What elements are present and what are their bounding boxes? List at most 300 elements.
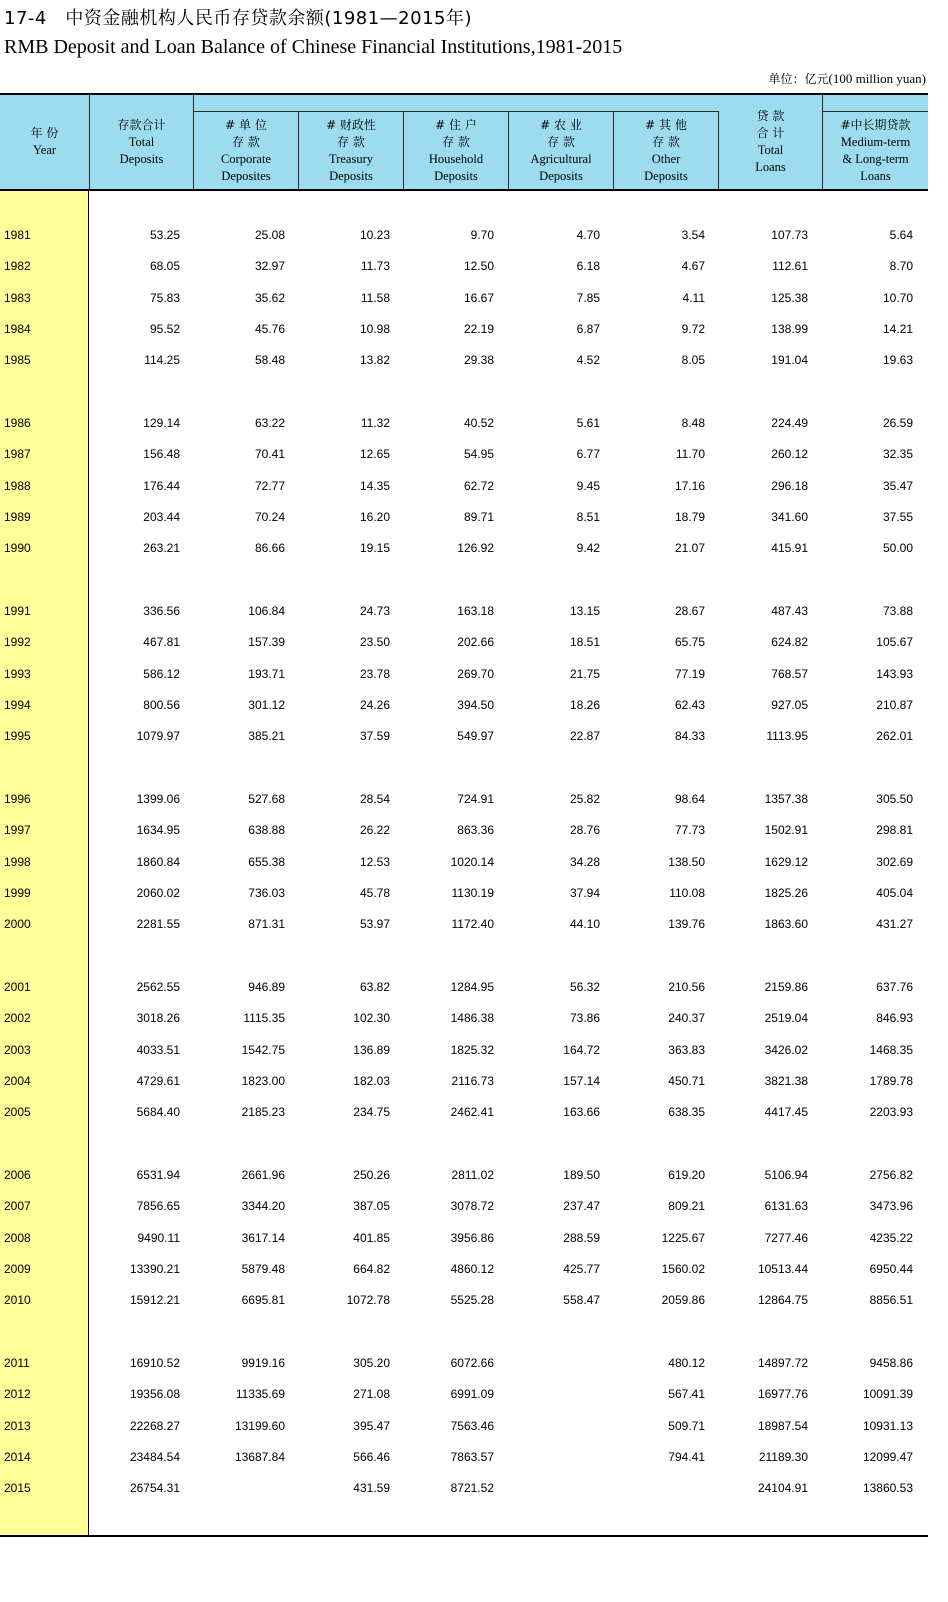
- cell-agricultural-deposits: 4.70: [576, 228, 600, 242]
- cell-corporate-deposits: 3344.20: [241, 1199, 285, 1214]
- cell-total-deposits: 336.56: [143, 604, 180, 618]
- cell-treasury-deposits: 63.82: [359, 980, 390, 994]
- header-treasury-en: Treasury Deposits: [329, 151, 373, 183]
- cell-long-term-loans: 143.93: [876, 666, 913, 681]
- cell-other-deposits: 21.07: [674, 541, 705, 556]
- cell-treasury-deposits: 387.05: [353, 1199, 390, 1214]
- cell-year: 2005: [4, 1105, 31, 1120]
- header-corporate-deposits: [194, 111, 299, 189]
- cell-household-deposits: 22.19: [463, 321, 494, 336]
- cell-household-deposits: 5525.28: [450, 1293, 494, 1308]
- cell-corporate-deposits: 35.62: [254, 290, 285, 305]
- cell-treasury-deposits: 10.23: [359, 228, 390, 242]
- cell-total-loans: 14897.72: [757, 1356, 808, 1370]
- cell-household-deposits: 89.71: [463, 509, 494, 524]
- cell-long-term-loans: 10091.39: [862, 1387, 913, 1402]
- cell-total-loans: 3426.02: [764, 1042, 808, 1057]
- cell-household-deposits: 3078.72: [450, 1199, 494, 1214]
- cell-treasury-deposits: 11.73: [360, 259, 390, 274]
- cell-long-term-loans: 13860.53: [862, 1481, 913, 1496]
- cell-total-deposits: 176.44: [143, 478, 180, 493]
- header-total-loans-cn: 贷 款 合 计: [756, 109, 785, 140]
- header-agricultural-cn: # 农 业 存 款: [540, 117, 582, 149]
- cell-corporate-deposits: 86.66: [254, 541, 285, 556]
- header-treasury-cn: # 财政性 存 款: [326, 117, 376, 149]
- cell-long-term-loans: 3473.96: [869, 1199, 913, 1214]
- cell-treasury-deposits: 53.97: [359, 917, 390, 932]
- cell-total-deposits: 6531.94: [136, 1168, 180, 1182]
- unit-label-en: (100 million yuan): [828, 71, 926, 86]
- cell-treasury-deposits: 16.20: [359, 509, 390, 524]
- table-row: [0, 1419, 928, 1439]
- cell-total-deposits: 2060.02: [136, 885, 180, 900]
- cell-year: 1982: [4, 259, 31, 274]
- cell-year: 2003: [4, 1042, 31, 1057]
- cell-household-deposits: 394.50: [457, 697, 494, 712]
- header-corporate-cn: # 单 位 存 款: [225, 117, 267, 149]
- cell-long-term-loans: 50.00: [882, 541, 913, 556]
- cell-total-deposits: 1399.06: [136, 792, 180, 806]
- cell-year: 2007: [4, 1199, 31, 1214]
- cell-other-deposits: 65.75: [674, 635, 705, 650]
- cell-household-deposits: 126.92: [457, 541, 494, 556]
- cell-other-deposits: 139.76: [668, 917, 705, 932]
- cell-corporate-deposits: 1115.35: [243, 1011, 285, 1026]
- cell-year: 2008: [4, 1230, 31, 1245]
- cell-corporate-deposits: 25.08: [254, 228, 285, 242]
- cell-year: 1985: [4, 353, 31, 368]
- cell-long-term-loans: 26.59: [882, 416, 913, 430]
- cell-total-loans: 415.91: [771, 541, 808, 556]
- cell-long-term-loans: 305.50: [876, 792, 913, 806]
- cell-long-term-loans: 8.70: [889, 259, 913, 274]
- cell-year: 2010: [4, 1293, 31, 1308]
- cell-agricultural-deposits: 73.86: [569, 1011, 600, 1026]
- cell-corporate-deposits: 385.21: [248, 729, 285, 744]
- cell-agricultural-deposits: 21.75: [569, 666, 600, 681]
- cell-corporate-deposits: 736.03: [248, 885, 285, 900]
- cell-other-deposits: 8.05: [681, 353, 705, 368]
- table-row: [0, 792, 928, 812]
- header-total-deposits-cn: 存款合计: [117, 117, 166, 132]
- cell-total-deposits: 23484.54: [129, 1449, 180, 1464]
- cell-total-loans: 107.73: [771, 228, 808, 242]
- cell-treasury-deposits: 401.85: [353, 1230, 390, 1245]
- cell-year: 2002: [4, 1011, 31, 1026]
- cell-agricultural-deposits: 8.51: [576, 509, 600, 524]
- table-row: [0, 1199, 928, 1219]
- table-row: [0, 1043, 928, 1063]
- cell-treasury-deposits: 26.22: [359, 823, 390, 838]
- table-row: [0, 479, 928, 499]
- cell-year: 1990: [4, 541, 31, 556]
- cell-total-loans: 1113.95: [766, 729, 808, 744]
- cell-household-deposits: 1284.95: [450, 980, 494, 994]
- header-agricultural-deposits: [509, 111, 614, 189]
- cell-other-deposits: 98.64: [674, 792, 705, 806]
- cell-long-term-loans: 1468.35: [869, 1042, 913, 1057]
- cell-household-deposits: 1172.40: [451, 917, 494, 932]
- cell-household-deposits: 62.72: [463, 478, 494, 493]
- cell-household-deposits: 12.50: [463, 259, 494, 274]
- header-total-deposits: [90, 95, 194, 189]
- cell-year: 1989: [4, 509, 31, 524]
- cell-total-deposits: 75.83: [149, 290, 180, 305]
- cell-household-deposits: 9.70: [470, 228, 494, 242]
- cell-other-deposits: 77.19: [674, 666, 705, 681]
- cell-household-deposits: 3956.86: [450, 1230, 494, 1245]
- cell-treasury-deposits: 102.30: [353, 1011, 390, 1026]
- cell-other-deposits: 62.43: [674, 697, 705, 712]
- cell-agricultural-deposits: 9.42: [576, 541, 600, 556]
- cell-total-loans: 768.57: [771, 666, 808, 681]
- table-row: [0, 1231, 928, 1251]
- cell-other-deposits: 809.21: [668, 1199, 705, 1214]
- cell-long-term-loans: 19.63: [882, 353, 913, 368]
- cell-year: 1994: [4, 697, 31, 712]
- cell-total-loans: 7277.46: [764, 1230, 808, 1245]
- cell-total-deposits: 95.52: [149, 321, 180, 336]
- cell-corporate-deposits: 72.77: [254, 478, 285, 493]
- cell-long-term-loans: 8856.51: [869, 1293, 913, 1308]
- cell-year: 2014: [4, 1449, 31, 1464]
- cell-household-deposits: 7863.57: [450, 1449, 494, 1464]
- cell-treasury-deposits: 664.82: [353, 1261, 390, 1276]
- cell-year: 1987: [4, 447, 31, 462]
- cell-treasury-deposits: 431.59: [353, 1481, 390, 1496]
- table-row: [0, 980, 928, 1000]
- cell-total-loans: 125.38: [771, 290, 808, 305]
- cell-household-deposits: 4860.12: [450, 1261, 494, 1276]
- cell-agricultural-deposits: 28.76: [569, 823, 600, 838]
- cell-household-deposits: 2462.41: [450, 1105, 494, 1120]
- cell-long-term-loans: 9458.86: [869, 1356, 913, 1370]
- cell-total-loans: 6131.63: [764, 1199, 808, 1214]
- cell-total-deposits: 2562.55: [136, 980, 180, 994]
- cell-other-deposits: 210.56: [668, 980, 705, 994]
- cell-household-deposits: 1486.38: [450, 1011, 494, 1026]
- cell-total-deposits: 19356.08: [129, 1387, 180, 1402]
- cell-total-loans: 927.05: [771, 697, 808, 712]
- cell-total-deposits: 3018.26: [136, 1011, 180, 1026]
- cell-agricultural-deposits: 164.72: [563, 1042, 600, 1057]
- cell-agricultural-deposits: 7.85: [576, 290, 600, 305]
- cell-agricultural-deposits: 9.45: [576, 478, 600, 493]
- cell-treasury-deposits: 13.82: [359, 353, 390, 368]
- table-row: [0, 447, 928, 467]
- cell-year: 1992: [4, 635, 31, 650]
- cell-total-deposits: 203.44: [143, 509, 180, 524]
- cell-year: 2015: [4, 1481, 31, 1496]
- cell-year: 2001: [4, 980, 31, 994]
- cell-total-loans: 24104.91: [757, 1481, 808, 1496]
- cell-total-deposits: 4729.61: [136, 1073, 180, 1088]
- cell-total-loans: 16977.76: [757, 1387, 808, 1402]
- header-total-loans-en: Total Loans: [755, 143, 786, 174]
- header-other-en: Other Deposits: [644, 151, 688, 183]
- cell-corporate-deposits: 58.48: [254, 353, 285, 368]
- cell-treasury-deposits: 234.75: [353, 1105, 390, 1120]
- table-row: [0, 291, 928, 311]
- cell-household-deposits: 863.36: [457, 823, 494, 838]
- table-row: [0, 541, 928, 561]
- cell-other-deposits: 9.72: [681, 321, 705, 336]
- table-row: [0, 604, 928, 624]
- unit-label-cn: 单位：亿元: [768, 72, 829, 86]
- cell-year: 1998: [4, 854, 31, 869]
- header-household-en: Household Deposits: [428, 151, 484, 183]
- cell-year: 2000: [4, 917, 31, 932]
- cell-household-deposits: 202.66: [457, 635, 494, 650]
- cell-treasury-deposits: 11.32: [360, 416, 390, 430]
- table-title-english: RMB Deposit and Loan Balance of Chinese Financial Institutions,1981-2015: [4, 36, 623, 58]
- cell-total-loans: 2519.04: [764, 1011, 808, 1026]
- table-row: [0, 1481, 928, 1501]
- cell-other-deposits: 2059.86: [661, 1293, 705, 1308]
- cell-year: 1983: [4, 290, 31, 305]
- cell-year: 2006: [4, 1168, 31, 1182]
- cell-long-term-loans: 37.55: [882, 509, 913, 524]
- cell-household-deposits: 1130.19: [451, 885, 494, 900]
- cell-agricultural-deposits: 37.94: [569, 885, 600, 900]
- table-header: [0, 95, 928, 189]
- table-row: [0, 667, 928, 687]
- cell-total-loans: 1863.60: [764, 917, 808, 932]
- cell-household-deposits: 1825.32: [450, 1042, 494, 1057]
- cell-household-deposits: 29.38: [463, 353, 494, 368]
- table-row: [0, 1356, 928, 1376]
- cell-total-loans: 224.49: [771, 416, 808, 430]
- cell-corporate-deposits: 13199.60: [234, 1418, 285, 1433]
- cell-long-term-loans: 35.47: [882, 478, 913, 493]
- cell-household-deposits: 8721.52: [450, 1481, 494, 1496]
- cell-household-deposits: 6072.66: [450, 1356, 494, 1370]
- cell-corporate-deposits: 3617.14: [241, 1230, 285, 1245]
- cell-long-term-loans: 637.76: [876, 980, 913, 994]
- cell-total-deposits: 800.56: [143, 697, 180, 712]
- table-row: [0, 1011, 928, 1031]
- cell-long-term-loans: 262.01: [876, 729, 913, 744]
- cell-total-deposits: 1860.84: [136, 854, 180, 869]
- table-row: [0, 1262, 928, 1282]
- cell-total-deposits: 156.48: [143, 447, 180, 462]
- cell-agricultural-deposits: 56.32: [569, 980, 600, 994]
- cell-total-loans: 341.60: [771, 509, 808, 524]
- cell-treasury-deposits: 182.03: [353, 1073, 390, 1088]
- table-row: [0, 1168, 928, 1188]
- header-year-en: Year: [32, 143, 57, 157]
- cell-other-deposits: 480.12: [668, 1356, 705, 1370]
- cell-year: 1999: [4, 885, 31, 900]
- cell-long-term-loans: 4235.22: [869, 1230, 913, 1245]
- cell-agricultural-deposits: 34.28: [569, 854, 600, 869]
- cell-treasury-deposits: 395.47: [353, 1418, 390, 1433]
- table-row: [0, 510, 928, 530]
- cell-total-deposits: 1634.95: [136, 823, 180, 838]
- table-row: [0, 259, 928, 279]
- cell-other-deposits: 363.83: [668, 1042, 705, 1057]
- cell-treasury-deposits: 271.08: [353, 1387, 390, 1402]
- cell-corporate-deposits: 946.89: [248, 980, 285, 994]
- cell-other-deposits: 11.70: [675, 447, 705, 462]
- table-row: [0, 1450, 928, 1470]
- cell-treasury-deposits: 12.53: [359, 854, 390, 869]
- cell-other-deposits: 450.71: [668, 1073, 705, 1088]
- cell-treasury-deposits: 1072.78: [346, 1293, 390, 1308]
- cell-agricultural-deposits: 157.14: [563, 1073, 600, 1088]
- cell-corporate-deposits: 5879.48: [241, 1261, 285, 1276]
- cell-long-term-loans: 2756.82: [869, 1168, 913, 1182]
- cell-long-term-loans: 105.67: [876, 635, 913, 650]
- header-treasury-deposits: [299, 111, 404, 189]
- cell-total-deposits: 129.14: [143, 416, 180, 430]
- cell-other-deposits: 8.48: [681, 416, 705, 430]
- cell-other-deposits: 4.67: [681, 259, 705, 274]
- cell-corporate-deposits: 63.22: [254, 416, 285, 430]
- cell-household-deposits: 40.52: [463, 416, 494, 430]
- cell-treasury-deposits: 250.26: [353, 1168, 390, 1182]
- cell-total-loans: 487.43: [771, 604, 808, 618]
- cell-agricultural-deposits: 18.51: [569, 635, 600, 650]
- cell-other-deposits: 84.33: [674, 729, 705, 744]
- cell-total-deposits: 114.25: [144, 353, 180, 368]
- cell-total-deposits: 2281.55: [136, 917, 180, 932]
- cell-total-deposits: 68.05: [149, 259, 180, 274]
- table-row: [0, 698, 928, 718]
- cell-corporate-deposits: 301.12: [248, 697, 285, 712]
- cell-total-loans: 138.99: [771, 321, 808, 336]
- cell-corporate-deposits: 157.39: [248, 635, 285, 650]
- cell-agricultural-deposits: 18.26: [569, 697, 600, 712]
- cell-total-loans: 10513.44: [757, 1261, 808, 1276]
- cell-other-deposits: 4.11: [682, 290, 705, 305]
- table-row: [0, 886, 928, 906]
- cell-agricultural-deposits: 13.15: [569, 604, 600, 618]
- cell-year: 2004: [4, 1073, 31, 1088]
- cell-treasury-deposits: 14.35: [359, 478, 390, 493]
- cell-household-deposits: 724.91: [457, 792, 494, 806]
- header-long-term-loans: [823, 111, 928, 189]
- cell-total-deposits: 15912.21: [129, 1293, 180, 1308]
- cell-year: 2013: [4, 1418, 31, 1433]
- header-agricultural-en: Agricultural Deposits: [530, 151, 592, 183]
- header-total-loans: [719, 95, 823, 189]
- table-row: [0, 353, 928, 373]
- cell-agricultural-deposits: 558.47: [563, 1293, 600, 1308]
- cell-agricultural-deposits: 189.50: [563, 1168, 600, 1182]
- cell-corporate-deposits: 11335.69: [235, 1387, 285, 1402]
- table-row: [0, 228, 928, 248]
- cell-agricultural-deposits: 5.61: [576, 416, 600, 430]
- header-year: [0, 95, 90, 189]
- header-household-cn: # 住 户 存 款: [435, 117, 477, 149]
- cell-treasury-deposits: 23.78: [359, 666, 390, 681]
- table-header-rule: [0, 189, 928, 191]
- cell-total-loans: 296.18: [771, 478, 808, 493]
- cell-corporate-deposits: 871.31: [248, 917, 285, 932]
- cell-total-deposits: 53.25: [149, 228, 180, 242]
- cell-total-deposits: 7856.65: [136, 1199, 180, 1214]
- cell-household-deposits: 269.70: [457, 666, 494, 681]
- cell-total-deposits: 9490.11: [137, 1230, 180, 1245]
- table-row: [0, 823, 928, 843]
- table-row: [0, 635, 928, 655]
- cell-corporate-deposits: 655.38: [248, 854, 285, 869]
- cell-treasury-deposits: 23.50: [359, 635, 390, 650]
- cell-treasury-deposits: 24.26: [359, 697, 390, 712]
- header-total-deposits-en: Total Deposits: [119, 134, 164, 166]
- cell-corporate-deposits: 70.24: [254, 509, 285, 524]
- table-row: [0, 1293, 928, 1313]
- cell-agricultural-deposits: 237.47: [563, 1199, 600, 1214]
- cell-agricultural-deposits: 25.82: [569, 792, 600, 806]
- cell-corporate-deposits: 1542.75: [241, 1042, 285, 1057]
- cell-total-deposits: 16910.52: [129, 1356, 180, 1370]
- cell-total-loans: 3821.38: [764, 1073, 808, 1088]
- cell-other-deposits: 138.50: [668, 854, 705, 869]
- cell-other-deposits: 567.41: [668, 1387, 705, 1402]
- cell-total-deposits: 1079.97: [136, 729, 180, 744]
- header-year-cn: 年 份: [30, 126, 59, 140]
- cell-treasury-deposits: 136.89: [353, 1042, 390, 1057]
- cell-total-deposits: 26754.31: [129, 1481, 180, 1496]
- table-row: [0, 1387, 928, 1407]
- cell-other-deposits: 77.73: [674, 823, 705, 838]
- cell-corporate-deposits: 527.68: [248, 792, 285, 806]
- cell-other-deposits: 1560.02: [661, 1261, 705, 1276]
- cell-long-term-loans: 14.21: [882, 321, 913, 336]
- unit-label: [768, 70, 926, 87]
- cell-long-term-loans: 298.81: [876, 823, 913, 838]
- cell-other-deposits: 28.67: [674, 604, 705, 618]
- cell-treasury-deposits: 11.58: [360, 290, 390, 305]
- cell-total-deposits: 13390.21: [129, 1261, 180, 1276]
- cell-treasury-deposits: 12.65: [359, 447, 390, 462]
- cell-treasury-deposits: 19.15: [359, 541, 390, 556]
- cell-long-term-loans: 405.04: [876, 885, 913, 900]
- cell-household-deposits: 2811.02: [451, 1168, 494, 1182]
- cell-other-deposits: 240.37: [668, 1011, 705, 1026]
- cell-long-term-loans: 12099.47: [862, 1449, 913, 1464]
- cell-other-deposits: 110.08: [669, 885, 705, 900]
- header-long-term-en: Medium-term & Long-term Loans: [840, 134, 911, 183]
- cell-year: 1993: [4, 666, 31, 681]
- cell-household-deposits: 1020.14: [450, 854, 494, 869]
- cell-long-term-loans: 10.70: [882, 290, 913, 305]
- cell-household-deposits: 16.67: [463, 290, 494, 305]
- cell-total-loans: 1502.91: [764, 823, 808, 838]
- cell-corporate-deposits: 2661.96: [241, 1168, 285, 1182]
- table-row: [0, 416, 928, 436]
- cell-long-term-loans: 210.87: [876, 697, 913, 712]
- cell-agricultural-deposits: 6.77: [576, 447, 600, 462]
- cell-total-deposits: 22268.27: [129, 1418, 180, 1433]
- cell-total-loans: 5106.94: [764, 1168, 808, 1182]
- cell-long-term-loans: 5.64: [889, 228, 913, 242]
- cell-other-deposits: 18.79: [674, 509, 705, 524]
- cell-other-deposits: 794.41: [668, 1449, 705, 1464]
- header-long-term-cn: #中长期贷款: [840, 117, 911, 132]
- cell-total-deposits: 586.12: [143, 666, 180, 681]
- cell-year: 1981: [4, 228, 31, 242]
- cell-long-term-loans: 431.27: [876, 917, 913, 932]
- cell-long-term-loans: 32.35: [882, 447, 913, 462]
- cell-agricultural-deposits: 288.59: [563, 1230, 600, 1245]
- header-other-deposits: [614, 111, 719, 189]
- cell-total-loans: 21189.30: [758, 1449, 808, 1464]
- cell-other-deposits: 509.71: [668, 1418, 705, 1433]
- cell-corporate-deposits: 70.41: [254, 447, 285, 462]
